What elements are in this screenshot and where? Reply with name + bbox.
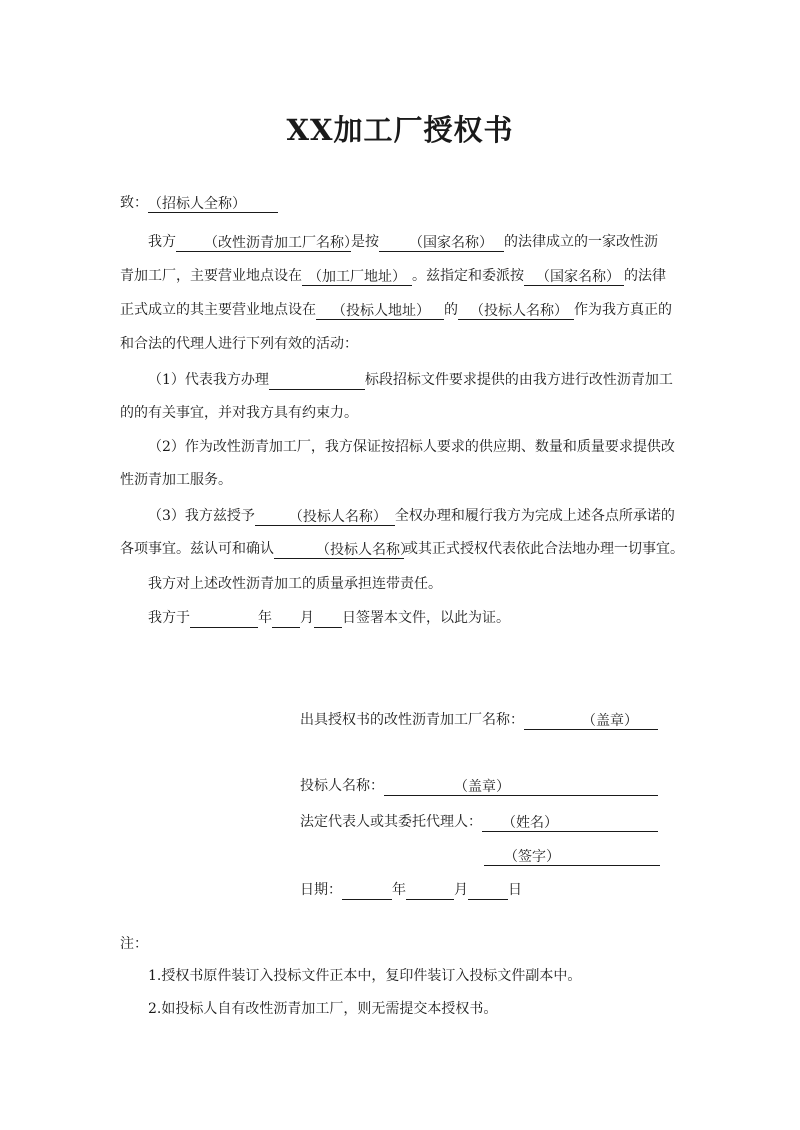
bidder-signature-line bbox=[300, 776, 658, 796]
bidder-seal-field bbox=[384, 777, 658, 796]
text: 标段招标文件要求提供的由我方进行改性沥青加工 bbox=[364, 372, 673, 388]
placeholder: （国家名称） bbox=[409, 235, 493, 251]
section-blank bbox=[269, 371, 365, 390]
rep-name-field bbox=[482, 813, 658, 832]
month-blank bbox=[272, 609, 300, 628]
text: 的法律 bbox=[624, 268, 666, 284]
placeholder: （国家名称） bbox=[536, 269, 620, 285]
placeholder: （投标人名称） bbox=[288, 509, 387, 525]
factory-signature-line bbox=[300, 710, 658, 730]
rep-sign-field bbox=[484, 847, 660, 866]
month-blank bbox=[406, 881, 454, 900]
placeholder: （加工厂地址） bbox=[308, 269, 406, 285]
text: 青加工厂，主要营业地点设在 bbox=[120, 268, 302, 284]
item3-line1 bbox=[148, 506, 685, 526]
country-name-field bbox=[379, 233, 504, 252]
item1-line1 bbox=[148, 370, 685, 390]
placeholder: （签字） bbox=[504, 849, 560, 865]
item1-line2: 的的有关事宜，并对我方具有约束力。 bbox=[120, 405, 358, 421]
notes-heading: 注： bbox=[120, 936, 148, 952]
label: 日期： bbox=[300, 882, 342, 898]
text: 或其正式授权代表依此合法地办理一切事宜。 bbox=[404, 541, 684, 557]
addressee-prefix: 致： bbox=[120, 195, 148, 211]
text: 全权办理和履行我方为完成上述各点所承诺的 bbox=[394, 508, 675, 524]
item3-line2 bbox=[120, 539, 685, 559]
day-blank bbox=[314, 609, 342, 628]
addressee-placeholder: （招标人全称） bbox=[148, 196, 246, 212]
signing-date-line bbox=[148, 608, 685, 628]
text: （3）我方兹授予 bbox=[148, 508, 255, 524]
note-2: 2.如投标人自有改性沥青加工厂，则无需提交本授权书。 bbox=[148, 1001, 498, 1017]
text: 正式成立的其主要营业地点设在 bbox=[120, 302, 316, 318]
text: 作为我方真正的 bbox=[574, 302, 672, 318]
text: 年 bbox=[392, 882, 406, 898]
placeholder: （改性沥青加工厂名称） bbox=[204, 235, 358, 251]
text: 我方 bbox=[148, 234, 176, 250]
text: 的 bbox=[444, 302, 458, 318]
text: 月 bbox=[454, 882, 468, 898]
year-blank bbox=[342, 881, 392, 900]
factory-name-field bbox=[176, 233, 358, 252]
addressee-field bbox=[148, 194, 278, 213]
label: 投标人名称： bbox=[300, 778, 384, 794]
item2-line2: 性沥青加工服务。 bbox=[120, 472, 232, 488]
day-blank bbox=[468, 881, 508, 900]
placeholder: （投标人地址） bbox=[332, 303, 430, 319]
text: 年 bbox=[258, 610, 272, 626]
para1-line2 bbox=[120, 266, 685, 286]
para1-line1 bbox=[148, 232, 685, 252]
document-title: XX加工厂授权书 bbox=[286, 113, 514, 147]
note-1: 1.授权书原件装订入投标文件正本中，复印件装订入投标文件副本中。 bbox=[148, 968, 582, 984]
para1-line4: 和合法的代理人进行下列有效的活动： bbox=[120, 336, 358, 352]
placeholder: （投标人名称） bbox=[470, 303, 568, 319]
label: 出具授权书的改性沥青加工厂名称： bbox=[300, 712, 524, 728]
text: 日 bbox=[508, 882, 522, 898]
placeholder: （盖章） bbox=[582, 713, 638, 729]
bidder-name-field bbox=[458, 301, 574, 320]
bidder-name-field-4 bbox=[274, 540, 414, 559]
addressee-line bbox=[120, 193, 685, 213]
representative-line bbox=[300, 812, 658, 832]
bidder-address-field bbox=[316, 301, 444, 320]
text: 是按 bbox=[351, 234, 379, 250]
placeholder: （姓名） bbox=[502, 815, 558, 831]
text: 。兹指定和委派按 bbox=[412, 268, 524, 284]
signature-line bbox=[484, 846, 660, 866]
text: 的法律成立的一家改性沥 bbox=[504, 234, 658, 250]
placeholder: （投标人名称） bbox=[316, 542, 414, 558]
text: （1）代表我方办理 bbox=[148, 372, 269, 388]
country-name-field-2 bbox=[524, 267, 624, 286]
text: 我方于 bbox=[148, 610, 190, 626]
text: 日签署本文件，以此为证。 bbox=[342, 610, 510, 626]
factory-seal-field bbox=[524, 711, 658, 730]
item2-line1: （2）作为改性沥青加工厂，我方保证按招标人要求的供应期、数量和质量要求提供改 bbox=[148, 439, 675, 455]
bidder-name-field-3 bbox=[255, 507, 395, 526]
text: 月 bbox=[300, 610, 314, 626]
liability-statement: 我方对上述改性沥青加工的质量承担连带责任。 bbox=[148, 576, 442, 592]
year-blank bbox=[190, 609, 258, 628]
label: 法定代表人或其委托代理人： bbox=[300, 814, 482, 830]
para1-line3 bbox=[120, 300, 685, 320]
signature-date-line bbox=[300, 880, 522, 900]
placeholder: （盖章） bbox=[454, 779, 510, 795]
factory-address-field bbox=[302, 267, 412, 286]
text: 各项事宜。兹认可和确认 bbox=[120, 541, 274, 557]
